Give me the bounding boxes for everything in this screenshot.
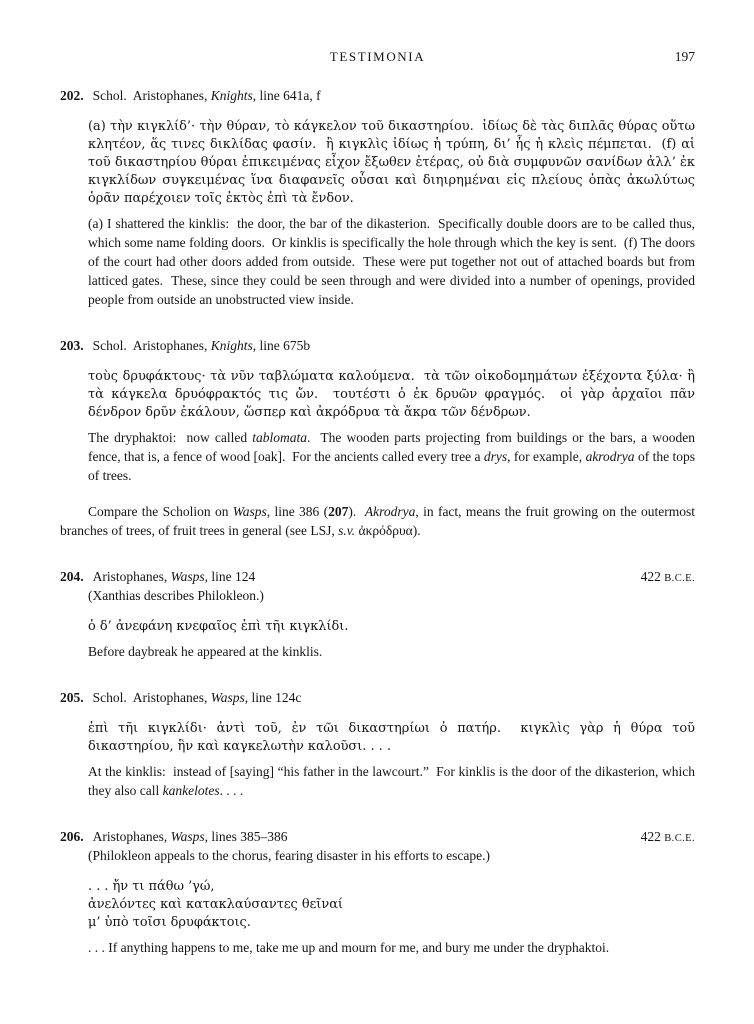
entry-204-stage-note: (Xanthias describes Philokleon.)	[88, 588, 264, 604]
entry-205-translation: At the kinklis: instead of [saying] “his father in the lawcourt.” For kinklis is the door of the dikasterion, which they also call kankelotes. . . .	[88, 763, 695, 798]
entry-202-heading-text: Schol. Aristophanes, Knights, line 641a, f	[92, 88, 321, 103]
entry-203-translation: The dryphaktoi: now called tablomata. The wooden parts projecting from buildings or the bars, a wooden fence, that is, a fence of wood [oak]. For the ancients called every tree a drys, for example, akrodrya of the tops of trees.	[88, 429, 696, 483]
entry-203-heading-left	[60, 337, 310, 356]
entry-203-number: 203.	[60, 337, 84, 353]
entry-205	[60, 689, 695, 801]
entry-204-heading-left	[60, 568, 255, 587]
entry-202-number: 202.	[60, 88, 84, 103]
entry-205-number: 205.	[60, 689, 84, 705]
entry-206-date: 422 B.C.E.	[640, 828, 695, 844]
entry-206-translation: . . . If anything happens to me, take me up and mourn for me, and bury me under the dryphaktoi.	[88, 939, 610, 955]
entry-206-number: 206.	[60, 828, 84, 844]
entry-203-heading	[60, 337, 695, 356]
entry-204-greek-text: ὁ δ’ ἀνεφάνη κνεφαῖος ἐπὶ τῆι κιγκλίδι.	[88, 618, 349, 634]
entry-206-greek-verse	[88, 878, 695, 932]
entry-205-heading	[60, 689, 695, 708]
entry-206	[60, 828, 695, 958]
entry-205-greek-text: ἐπὶ τῆι κιγκλίδι· ἀντὶ τοῦ, ἐν τῶι δικαστηρίωι ὁ πατήρ. κιγκλὶς γὰρ ἡ θύρα τοῦ δικαστηρίου, ἣν καὶ καγκελωτὴν καλοῦσι. . . .	[88, 720, 695, 754]
page-title: TESTIMONIA	[329, 49, 426, 64]
entry-202-greek-text: (a) τὴν κιγκλίδ’· τὴν θύραν, τὸ κάγκελον τοῦ δικαστηρίου. ἰδίως δὲ τὰς διπλᾶς θύρας οὕτω κλητέον, ἅς τινες δικλίδας φασίν. ἢ κιγκλὶς ἰδίως ἡ τρύπη, δι’ ἧς ἡ κλεὶς πέμπεται. (f) αἱ τοῦ δικαστηρίου θύραι ἐπικειμένας εἶχον ἔξωθεν ἑτέρας, οὐ διὰ συμφυνῶν σανίδων ἀλλ’ ἐκ κιγκλίδων συγκειμένας ἵνα διαφανεῖς οὖσαι καὶ διηιρημέναι εἰς πλείους ὀπὰς ἀκωλύτως ὁρᾶν παρέχοιεν τοῖς ἐκτὸς ἐπὶ τὰ ἔνδον.	[88, 118, 695, 207]
entry-203-greek-text: τοὺς δρυφάκτους· τὰ νῦν ταβλώματα καλούμενα. τὰ τῶν οἰκοδομημάτων ἐξέχοντα ξύλα· ἢ τὰ κάγκελα δρυόφρακτός τις ὤν. τουτέστι ὁ ἐκ δρυῶν φραγμός. οἱ γὰρ ἀρχαῖοι πᾶν δένδρον δρῦν ἐκάλουν, ὥσπερ καὶ ἀκρόδρυα τὰ ἄκρα τῶν δένδρων.	[88, 368, 695, 420]
entry-202	[60, 87, 695, 310]
verse-line: μ’ ὑπὸ τοῖσι δρυφάκτοις.	[88, 914, 251, 930]
entry-205-heading-left	[60, 689, 301, 708]
page-number: 197	[674, 49, 695, 64]
entry-204-heading	[60, 568, 695, 587]
entry-205-heading-text: Schol. Aristophanes, Wasps, line 124c	[92, 689, 302, 705]
entry-204-number: 204.	[60, 569, 84, 585]
entry-206-heading	[60, 828, 695, 847]
entry-202-heading	[60, 87, 695, 106]
entry-204-heading-text: Aristophanes, Wasps, line 124	[92, 569, 256, 585]
entry-203	[60, 337, 695, 486]
entry-202-translation: (a) I shattered the kinklis: the door, the bar of the dikasterion. Specifically double doors are to be called thus, which some name folding doors. Or kinklis is specifically the hole through which the key is sent. (f) The doors of the court had other doors added from outside. These were put together not out of attached boards but from latticed gates. These, since they could be seen through and were divided into a number of openings, provided people from outside an unobstructed view inside.	[88, 216, 695, 307]
entry-203-heading-text: Schol. Aristophanes, Knights, line 675b	[92, 337, 311, 353]
verse-line: . . . ἤν τι πάθω ’γώ,	[88, 878, 215, 894]
compare-paragraph: Compare the Scholion on Wasps, line 386 (207). Akrodrya, in fact, means the fruit growing on the outermost branches of trees, of fruit trees in general (see LSJ, s.v. ἀκρόδρυα).	[60, 504, 696, 539]
entry-204-translation: Before daybreak he appeared at the kinklis.	[88, 644, 323, 660]
entry-206-stage-note: (Philokleon appeals to the chorus, fearing disaster in his efforts to escape.)	[88, 847, 491, 863]
entry-204-date: 422 B.C.E.	[640, 569, 695, 585]
entry-206-heading-text: Aristophanes, Wasps, lines 385–386	[92, 828, 288, 844]
entry-202-heading-left	[60, 87, 321, 106]
verse-line: ἀνελόντες καὶ κατακλαύσαντες θεῖναί	[88, 896, 343, 912]
entry-204	[60, 568, 695, 662]
running-header	[60, 48, 695, 67]
entry-206-heading-left	[60, 828, 288, 847]
